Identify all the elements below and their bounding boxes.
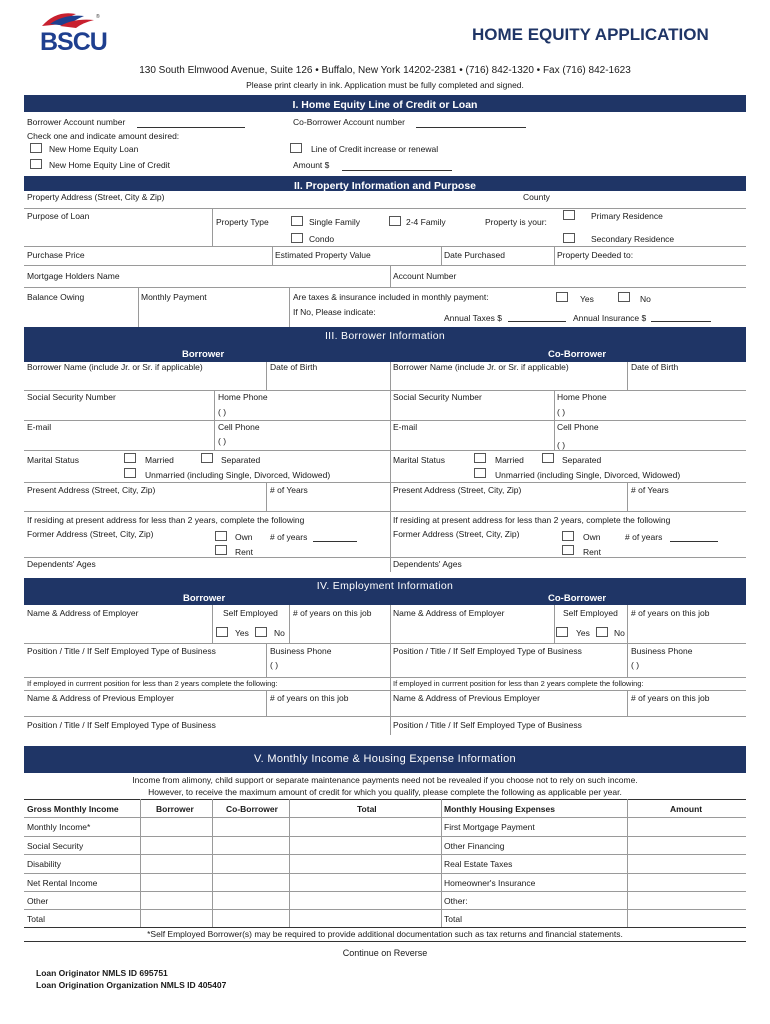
condo-label: Condo — [309, 234, 335, 244]
col-total: Total — [357, 804, 377, 814]
new-loan-checkbox[interactable] — [30, 143, 42, 153]
b-business-phone-label: Business Phone — [270, 646, 332, 656]
svg-text:®: ® — [96, 14, 100, 20]
continue-on-reverse: Continue on Reverse — [342, 948, 428, 958]
expense-row-other: Other: — [444, 896, 468, 906]
c-self-employed-label: Self Employed — [563, 608, 618, 618]
purchase-price-label: Purchase Price — [27, 250, 85, 260]
annual-taxes-field[interactable] — [508, 321, 566, 322]
monthly-payment-label: Monthly Payment — [141, 292, 207, 302]
income-row-monthly: Monthly Income* — [27, 822, 91, 832]
section-2-title: II. Property Information and Purpose — [293, 180, 477, 192]
borrower-heading: Borrower — [182, 349, 225, 360]
expense-row-insurance: Homeowner's Insurance — [444, 878, 536, 888]
if-no-label: If No, Please indicate: — [293, 307, 376, 317]
b-self-yes-checkbox[interactable] — [216, 627, 228, 637]
section-3-header — [24, 327, 746, 362]
b-employed-note: If employed in currrent position for less than 2 years complete the following: — [27, 679, 278, 688]
taxes-no-label: No — [640, 294, 651, 304]
c-prev-employer-label: Name & Address of Previous Employer — [393, 693, 540, 703]
c-present-address-label: Present Address (Street, City, Zip) — [393, 485, 522, 495]
nmls-originator: Loan Originator NMLS ID 695751 — [36, 968, 168, 978]
nmls-organization: Loan Origination Organization NMLS ID 405407 — [36, 980, 227, 990]
borrower-account-label: Borrower Account number — [27, 117, 126, 127]
income-row-social-security: Social Security — [27, 841, 84, 851]
section-1-header — [24, 95, 746, 112]
bscu-logo — [36, 8, 107, 56]
expense-row-first-mortgage: First Mortgage Payment — [444, 822, 535, 832]
b-unmarried-checkbox[interactable] — [124, 468, 136, 478]
b-present-address-label: Present Address (Street, City, Zip) — [27, 485, 156, 495]
coborrower-account-field[interactable] — [416, 127, 526, 128]
c-self-no-label: No — [614, 628, 625, 638]
borrower-account-field[interactable] — [137, 127, 245, 128]
purpose-label: Purpose of Loan — [27, 211, 90, 221]
c-ssn-label: Social Security Number — [393, 392, 482, 402]
b-cell-phone-label: Cell Phone — [218, 422, 260, 432]
check-instruction: Check one and indicate amount desired: — [27, 131, 180, 141]
b-prev-employer-label: Name & Address of Previous Employer — [27, 693, 174, 703]
col-gross-income: Gross Monthly Income — [27, 804, 119, 814]
secondary-residence-checkbox[interactable] — [563, 233, 575, 243]
b-marital-label: Marital Status — [27, 455, 79, 465]
c-dob-label: Date of Birth — [631, 362, 679, 372]
c-own-label: Own — [583, 532, 601, 542]
balance-owing-label: Balance Owing — [27, 292, 85, 302]
c-email-label: E-mail — [393, 422, 418, 432]
b-self-no-label: No — [274, 628, 285, 638]
income-row-other: Other — [27, 896, 49, 906]
col-amount: Amount — [670, 804, 703, 814]
est-value-label: Estimated Property Value — [275, 250, 371, 260]
c-rent-label: Rent — [583, 547, 601, 557]
b-name-label: Borrower Name (include Jr. or Sr. if applicable) — [27, 362, 203, 372]
c-marital-label: Marital Status — [393, 455, 445, 465]
c-years-label: # of Years — [631, 485, 669, 495]
section-5-title: V. Monthly Income & Housing Expense Information — [254, 753, 516, 765]
income-note-1: Income from alimony, child support or separate maintenance payments need not be revealed if you choose not to rely on such income. — [132, 775, 638, 785]
section-3-title: III. Borrower Information — [324, 330, 446, 342]
condo-checkbox[interactable] — [291, 233, 303, 243]
increase-checkbox[interactable] — [290, 143, 302, 153]
expense-row-other-financing: Other Financing — [444, 841, 505, 851]
c-years-job-label: # of years on this job — [631, 608, 710, 618]
b-self-yes-label: Yes — [235, 628, 249, 638]
property-type-label: Property Type — [216, 217, 269, 227]
logo-text: BSCU — [40, 28, 107, 56]
c-prev-position-label: Position / Title / If Self Employed Type of Business — [393, 720, 582, 730]
col-borrower: Borrower — [156, 804, 194, 814]
b-home-phone-label: Home Phone — [218, 392, 268, 402]
b-of-years-label: # of years — [270, 532, 308, 542]
b-years-label: # of Years — [270, 485, 308, 495]
b-dependents-label: Dependents' Ages — [27, 559, 96, 569]
c-unmarried-label: Unmarried (including Single, Divorced, Widowed) — [495, 470, 681, 480]
c-of-years-label: # of years — [625, 532, 663, 542]
b-married-label: Married — [145, 455, 174, 465]
b-unmarried-label: Unmarried (including Single, Divorced, Widowed) — [145, 470, 331, 480]
b-business-phone-field[interactable]: ( ) — [270, 660, 279, 670]
col-housing-expenses: Monthly Housing Expenses — [444, 804, 555, 814]
b-cell-phone-field[interactable]: ( ) — [218, 436, 227, 446]
c-prev-years-label: # of years on this job — [631, 693, 710, 703]
b-dob-label: Date of Birth — [270, 362, 318, 372]
new-line-checkbox[interactable] — [30, 159, 42, 169]
date-purchased-label: Date Purchased — [444, 250, 505, 260]
c-self-yes-label: Yes — [576, 628, 590, 638]
annual-insurance-field[interactable] — [651, 321, 711, 322]
c-dependents-label: Dependents' Ages — [393, 559, 462, 569]
new-loan-label: New Home Equity Loan — [49, 144, 139, 154]
b-residing-note: If residing at present address for less than 2 years, complete the following — [27, 515, 305, 525]
c-cell-phone-label: Cell Phone — [557, 422, 599, 432]
section-4-title: IV. Employment Information — [316, 580, 454, 592]
c-separated-checkbox[interactable] — [542, 453, 554, 463]
c-employer-label: Name & Address of Employer — [393, 608, 505, 618]
primary-residence-label: Primary Residence — [591, 211, 663, 221]
single-family-label: Single Family — [309, 217, 361, 227]
self-employed-footnote: *Self Employed Borrower(s) may be required to provide additional documentation such as tax returns and financial statements. — [147, 929, 623, 939]
taxes-yes-checkbox[interactable] — [556, 292, 568, 302]
b-email-label: E-mail — [27, 422, 52, 432]
amount-label: Amount $ — [293, 160, 330, 170]
taxes-question: Are taxes & insurance included in monthly payment: — [293, 292, 489, 302]
income-row-disability: Disability — [27, 859, 62, 869]
c-former-address-label: Former Address (Street, City, Zip) — [393, 529, 520, 539]
primary-residence-checkbox[interactable] — [563, 210, 575, 220]
c-unmarried-checkbox[interactable] — [474, 468, 486, 478]
c-rent-checkbox[interactable] — [562, 545, 574, 555]
page-title: HOME EQUITY APPLICATION — [472, 25, 709, 44]
b-employer-label: Name & Address of Employer — [27, 608, 139, 618]
two-four-family-label: 2-4 Family — [406, 217, 446, 227]
c-married-label: Married — [495, 455, 524, 465]
income-row-total: Total — [27, 914, 45, 924]
property-address-label: Property Address (Street, City & Zip) — [27, 192, 165, 202]
instructions: Please print clearly in ink. Application must be fully completed and signed. — [246, 80, 524, 90]
emp-borrower-heading: Borrower — [183, 593, 226, 604]
section-5-header — [24, 746, 746, 773]
c-cell-phone-field[interactable]: ( ) — [557, 440, 566, 450]
c-of-years-field[interactable] — [670, 541, 718, 542]
c-name-label: Borrower Name (include Jr. or Sr. if applicable) — [393, 362, 569, 372]
expense-row-total: Total — [444, 914, 462, 924]
b-married-checkbox[interactable] — [124, 453, 136, 463]
b-prev-position-label: Position / Title / If Self Employed Type of Business — [27, 720, 216, 730]
c-own-checkbox[interactable] — [562, 531, 574, 541]
deeded-to-label: Property Deeded to: — [557, 250, 634, 260]
b-rent-label: Rent — [235, 547, 253, 557]
annual-insurance-label: Annual Insurance $ — [573, 313, 647, 323]
two-four-family-checkbox[interactable] — [389, 216, 401, 226]
single-family-checkbox[interactable] — [291, 216, 303, 226]
secondary-residence-label: Secondary Residence — [591, 234, 675, 244]
c-business-phone-field[interactable]: ( ) — [631, 660, 640, 670]
b-years-job-label: # of years on this job — [293, 608, 372, 618]
c-employed-note: If employed in currrent position for less than 2 years complete the following: — [393, 679, 644, 688]
taxes-yes-label: Yes — [580, 294, 594, 304]
increase-label: Line of Credit increase or renewal — [311, 144, 439, 154]
col-coborrower: Co-Borrower — [226, 804, 278, 814]
b-own-checkbox[interactable] — [215, 531, 227, 541]
taxes-no-checkbox[interactable] — [618, 292, 630, 302]
b-separated-label: Separated — [221, 455, 261, 465]
b-prev-years-label: # of years on this job — [270, 693, 349, 703]
c-position-label: Position / Title / If Self Employed Type of Business — [393, 646, 582, 656]
section-4-header — [24, 578, 746, 605]
c-home-phone-label: Home Phone — [557, 392, 607, 402]
c-residing-note: If residing at present address for less than 2 years, complete the following — [393, 515, 671, 525]
b-position-label: Position / Title / If Self Employed Type of Business — [27, 646, 216, 656]
b-self-no-checkbox[interactable] — [255, 627, 267, 637]
amount-field[interactable] — [342, 170, 452, 171]
coborrower-heading: Co-Borrower — [548, 349, 607, 360]
income-row-rental: Net Rental Income — [27, 878, 98, 888]
section-2-header — [24, 176, 746, 191]
c-home-phone-field[interactable]: ( ) — [557, 407, 566, 417]
c-married-checkbox[interactable] — [474, 453, 486, 463]
b-rent-checkbox[interactable] — [215, 545, 227, 555]
b-self-employed-label: Self Employed — [223, 608, 278, 618]
b-separated-checkbox[interactable] — [201, 453, 213, 463]
mortgage-holders-label: Mortgage Holders Name — [27, 271, 120, 281]
b-ssn-label: Social Security Number — [27, 392, 116, 402]
company-address: 130 South Elmwood Avenue, Suite 126 • Buffalo, New York 14202-2381 • (716) 842-1320 • Fax (716) 842-1623 — [139, 65, 631, 76]
section-1-title: I. Home Equity Line of Credit or Loan — [292, 99, 478, 111]
b-own-label: Own — [235, 532, 253, 542]
b-home-phone-field[interactable]: ( ) — [218, 407, 227, 417]
property-is-label: Property is your: — [485, 217, 547, 227]
new-line-label: New Home Equity Line of Credit — [49, 160, 170, 170]
county-label: County — [523, 192, 550, 202]
b-former-address-label: Former Address (Street, City, Zip) — [27, 529, 154, 539]
coborrower-account-label: Co-Borrower Account number — [293, 117, 405, 127]
b-of-years-field[interactable] — [313, 541, 357, 542]
emp-coborrower-heading: Co-Borrower — [548, 593, 607, 604]
annual-taxes-label: Annual Taxes $ — [444, 313, 502, 323]
eagle-flag-icon — [36, 8, 104, 30]
c-business-phone-label: Business Phone — [631, 646, 693, 656]
c-separated-label: Separated — [562, 455, 602, 465]
account-number-label: Account Number — [393, 271, 457, 281]
c-self-yes-checkbox[interactable] — [556, 627, 568, 637]
expense-row-taxes: Real Estate Taxes — [444, 859, 513, 869]
income-note-2: However, to receive the maximum amount of credit for which you qualify, please complete the following as applicable per year. — [148, 787, 622, 797]
c-self-no-checkbox[interactable] — [596, 627, 608, 637]
